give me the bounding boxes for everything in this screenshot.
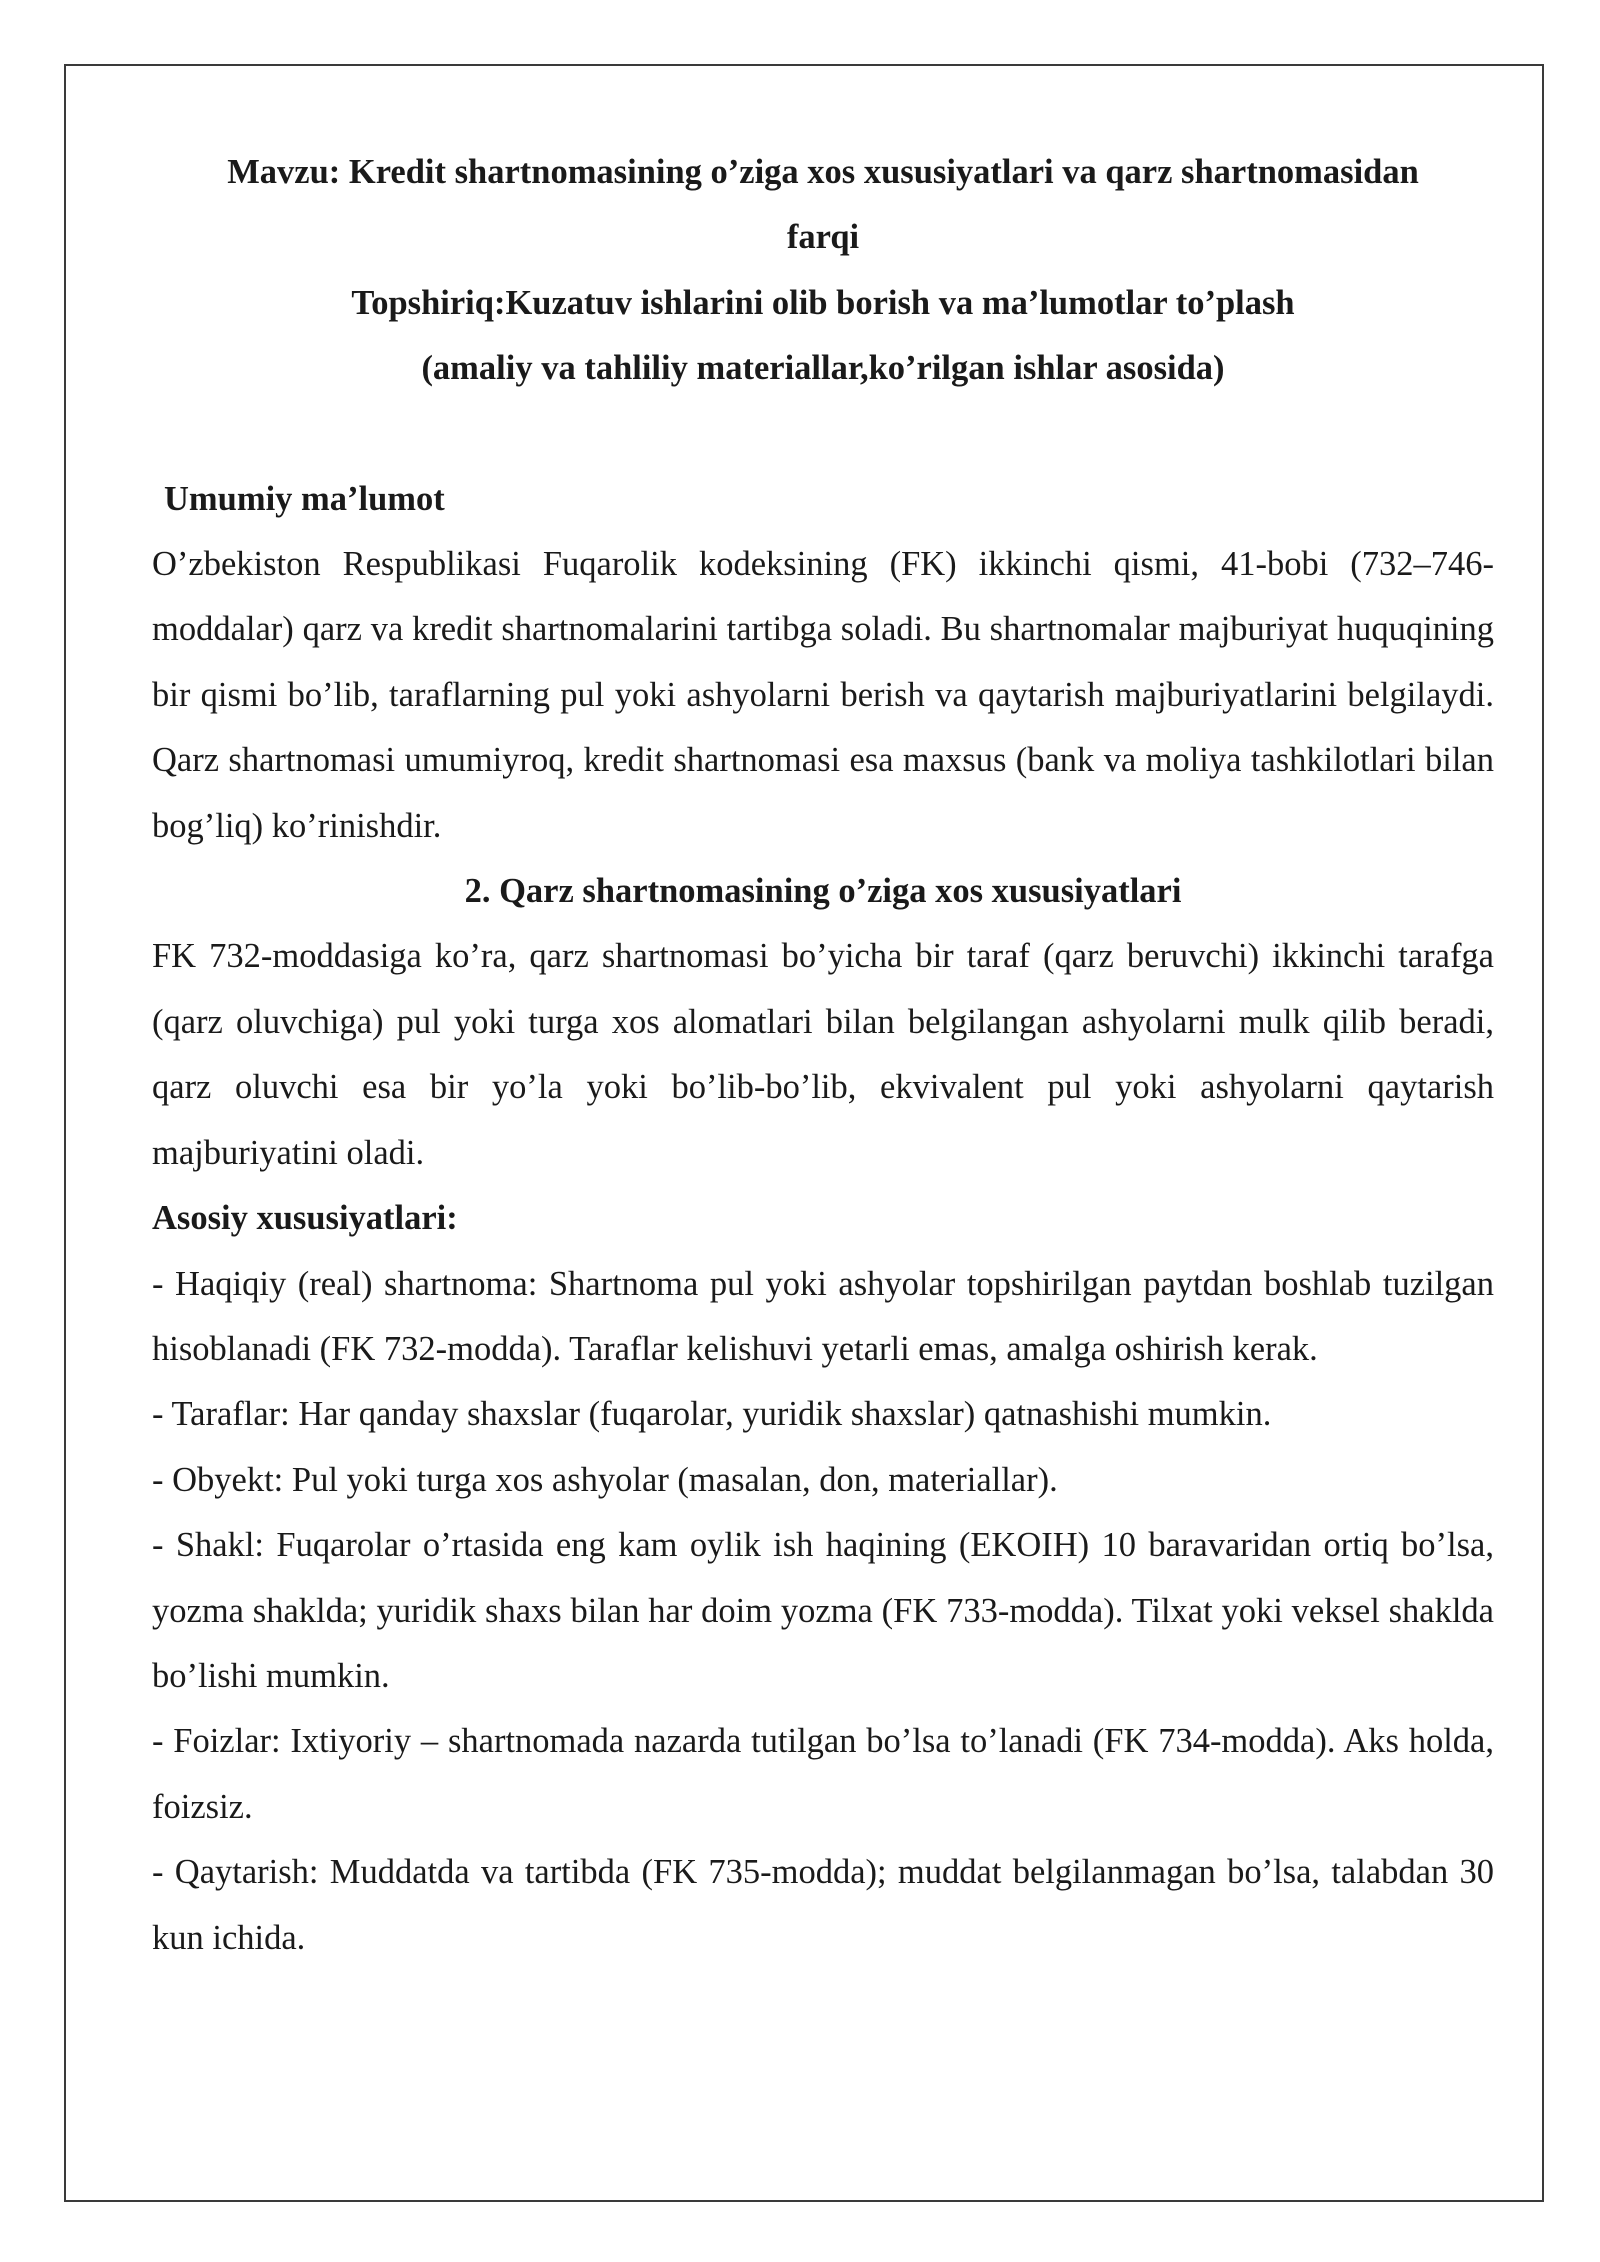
feature-item-real-contract: - Haqiqiy (real) shartnoma: Shartnoma pul yoki ashyolar topshirilgan paytdan boshlab tuzilgan hisoblanadi (FK 732-modda). Taraflar kelishuvi yetarli emas, amalga oshirish kerak. xyxy=(152,1264,1494,1368)
document-title xyxy=(152,140,1494,402)
title-line-1: Mavzu: Kredit shartnomasining o’ziga xos xususiyatlari va qarz shartnomasidan xyxy=(227,153,1419,191)
section-heading-general-info: Umumiy ma’lumot xyxy=(164,479,445,518)
feature-item-parties: - Taraflar: Har qanday shaxslar (fuqarolar, yuridik shaxslar) qatnashishi mumkin. xyxy=(152,1395,1272,1434)
general-info-paragraph: O’zbekiston Respublikasi Fuqarolik kodeksining (FK) ikkinchi qismi, 41-bobi (732–746-moddalar) qarz va kredit shartnomalarini tartibga soladi. Bu shartnomalar majburiyat huquqining bir qismi bo’lib, taraflarning pul yoki ashyolarni berish va qaytarish majburiyatlarini belgilaydi. Qarz shartnomasi umumiyroq, kredit shartnomasi esa maxsus (bank va moliya tashkilotlari bilan bog’liq) ko’rinishdir. xyxy=(152,545,1494,845)
section-heading-loan-features: 2. Qarz shartnomasining o’ziga xos xususiyatlari xyxy=(464,872,1182,911)
feature-item-repayment: - Qaytarish: Muddatda va tartibda (FK 735-modda); muddat belgilanmagan bo’lsa, talabdan 30 kun ichida. xyxy=(152,1853,1494,1957)
task-line: Topshiriq:Kuzatuv ishlarini olib borish va ma’lumotlar to’plash xyxy=(351,283,1295,322)
title-line-2: farqi xyxy=(786,218,860,257)
feature-item-object: - Obyekt: Pul yoki turga xos ashyolar (masalan, don, materiallar). xyxy=(152,1460,1058,1499)
feature-item-interest: - Foizlar: Ixtiyoriy – shartnomada nazarda tutilgan bo’lsa to’lanadi (FK 734-modda). Aks holda, foizsiz. xyxy=(152,1722,1494,1826)
spacer xyxy=(152,402,1494,467)
document-body xyxy=(152,140,1494,1971)
task-subtitle-line: (amaliy va tahliliy materiallar,ko’rilgan ishlar asosida) xyxy=(421,349,1225,388)
features-heading: Asosiy xususiyatlari: xyxy=(152,1199,458,1238)
feature-item-form: - Shakl: Fuqarolar o’rtasida eng kam oylik ish haqining (EKOIH) 10 baravaridan ortiq bo’lsa, yozma shaklda; yuridik shaxs bilan har doim yozma (FK 733-modda). Tilxat yoki veksel shaklda bo’lishi mumkin. xyxy=(152,1526,1494,1695)
loan-contract-paragraph: FK 732-moddasiga ko’ra, qarz shartnomasi bo’yicha bir taraf (qarz beruvchi) ikkinchi tarafga (qarz oluvchiga) pul yoki turga xos alomatlari bilan belgilangan ashyolarni mulk qilib beradi, qarz oluvchi esa bir yo’la yoki bo’lib-bo’lib, ekvivalent pul yoki ashyolarni qaytarish majburiyatini oladi. xyxy=(152,937,1494,1172)
